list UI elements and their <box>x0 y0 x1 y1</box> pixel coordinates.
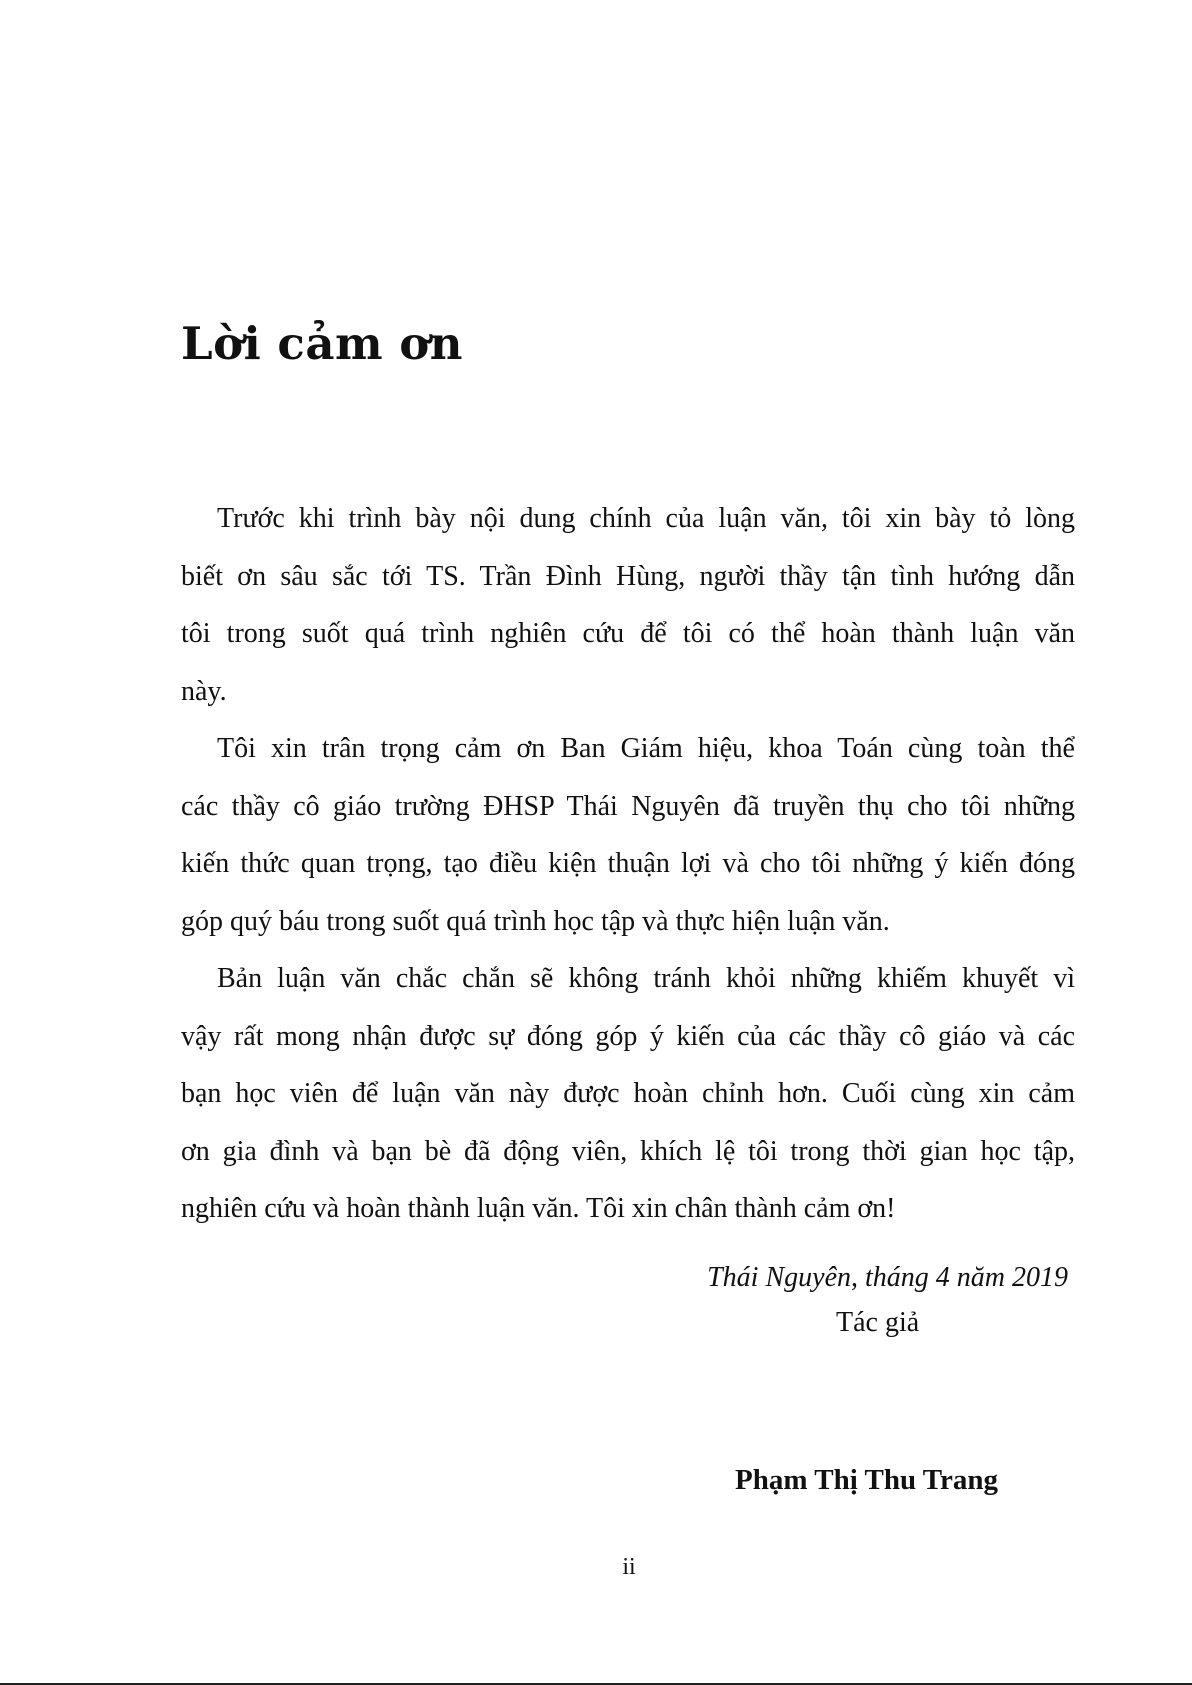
text-line: biết ơn sâu sắc tới TS. Trần Đình Hùng, người thầy tận tình hướng dẫn <box>181 560 1075 592</box>
place-date: Thái Nguyên, tháng 4 năm 2019 <box>707 1262 1068 1293</box>
text-line: tôi trong suốt quá trình nghiên cứu để tôi có thể hoàn thành luận văn <box>181 618 1075 649</box>
page-number: ii <box>622 1554 636 1580</box>
paragraph <box>181 490 1075 720</box>
paragraph <box>181 720 1075 950</box>
text-line: góp quý báu trong suốt quá trình học tập và thực hiện luận văn. <box>181 905 890 937</box>
text-line: này. <box>181 675 227 707</box>
text-line: Trước khi trình bày nội dung chính của luận văn, tôi xin bày tỏ lòng <box>217 503 1075 534</box>
paragraph <box>181 950 1075 1238</box>
author-role: Tác giả <box>836 1307 920 1338</box>
text-line: các thầy cô giáo trường ĐHSP Thái Nguyên đã truyền thụ cho tôi những <box>181 790 1075 822</box>
author-name: Phạm Thị Thu Trang <box>735 1464 998 1496</box>
text-line: nghiên cứu và hoàn thành luận văn. Tôi xin chân thành cảm ơn! <box>181 1193 896 1224</box>
text-line: bạn học viên để luận văn này được hoàn chỉnh hơn. Cuối cùng xin cảm <box>181 1078 1075 1109</box>
text-line: ơn gia đình và bạn bè đã động viên, khích lệ tôi trong thời gian học tập, <box>181 1135 1075 1167</box>
text-line: Tôi xin trân trọng cảm ơn Ban Giám hiệu, khoa Toán cùng toàn thể <box>217 733 1075 764</box>
body-text <box>181 490 1075 1238</box>
text-line: kiến thức quan trọng, tạo điều kiện thuận lợi và cho tôi những ý kiến đóng <box>181 848 1075 879</box>
text-line: vậy rất mong nhận được sự đóng góp ý kiến của các thầy cô giáo và các <box>181 1020 1075 1052</box>
text-line: Bản luận văn chắc chắn sẽ không tránh khỏi những khiếm khuyết vì <box>217 963 1075 994</box>
page-title: Lời cảm ơn <box>181 317 463 370</box>
